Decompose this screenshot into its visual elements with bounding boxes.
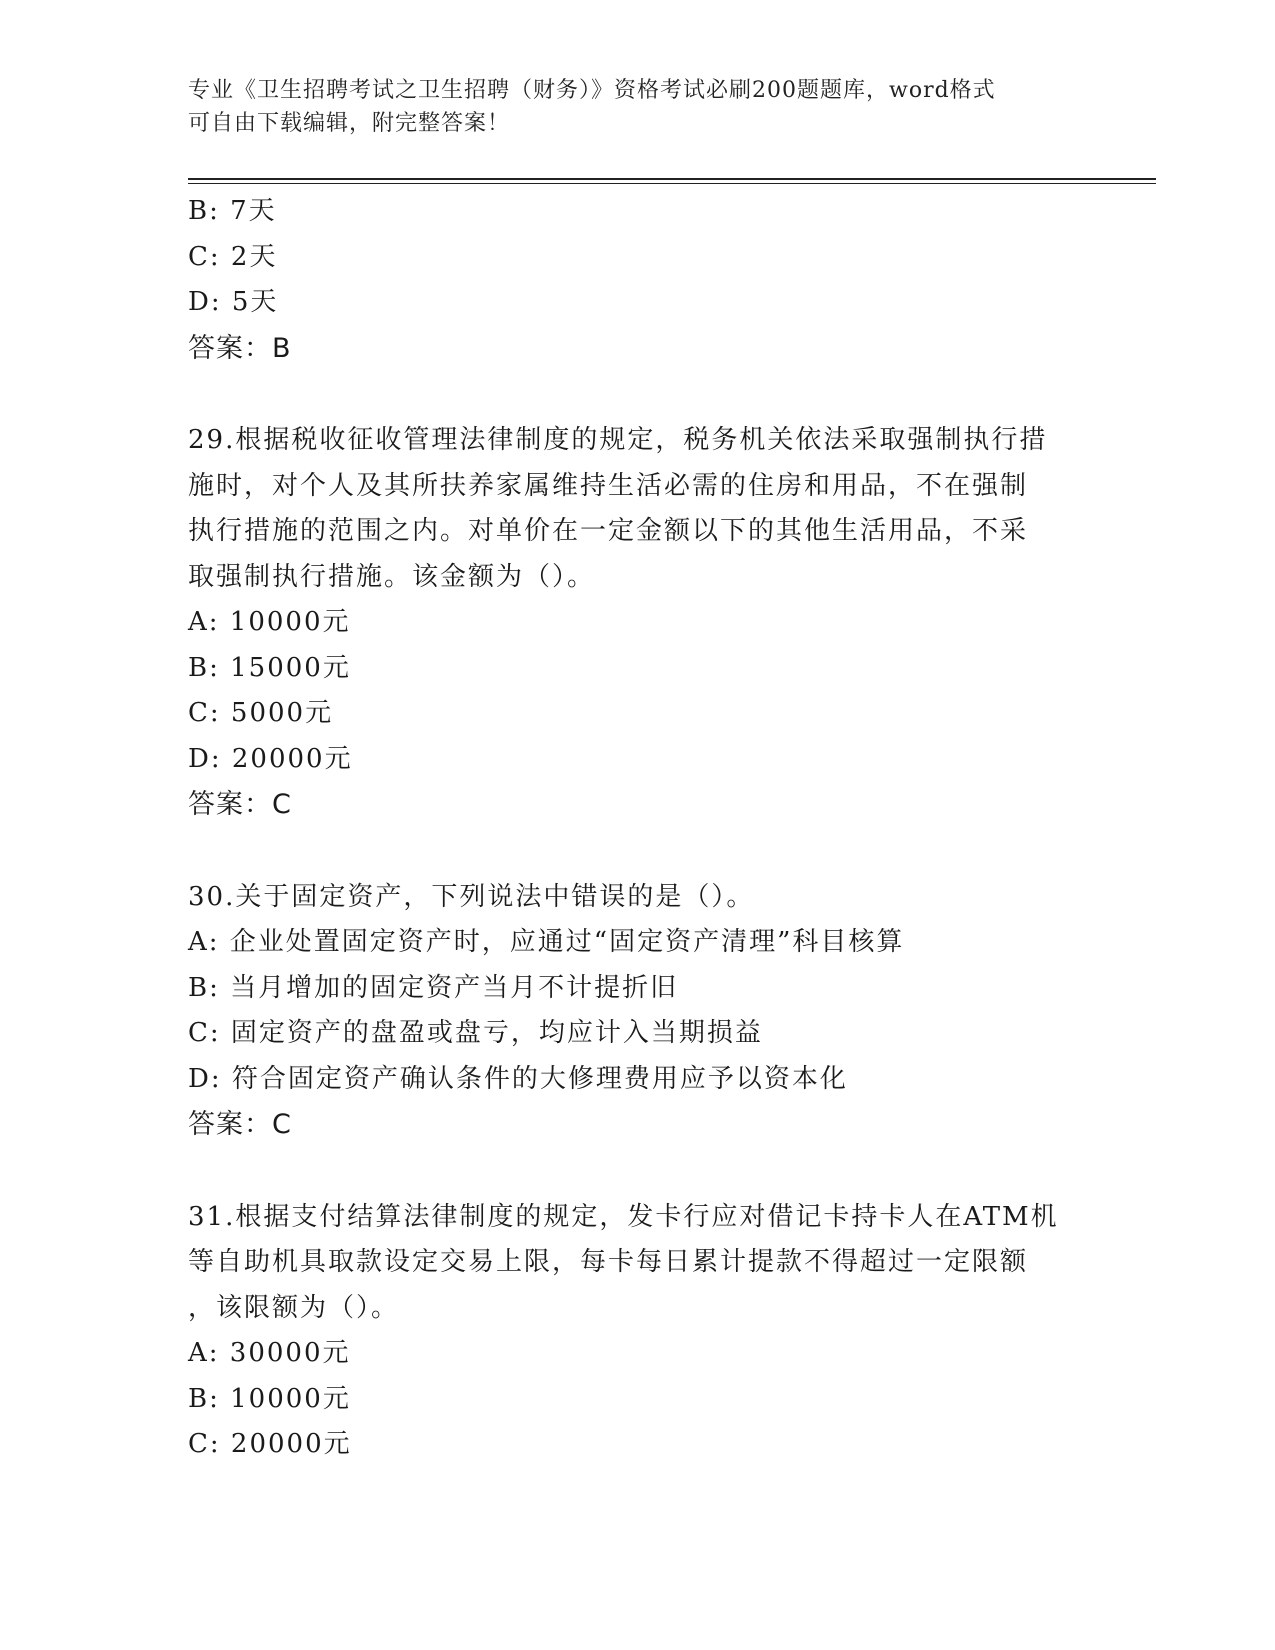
- option-line: B: 当月增加的固定资产当月不计提折旧: [188, 972, 679, 1003]
- page-header: [188, 74, 1088, 140]
- header-line-2: 可自由下载编辑，附完整答案！: [188, 111, 511, 136]
- question-text-line: 29.根据税收征收管理法律制度的规定，税务机关依法采取强制执行措: [188, 425, 1048, 455]
- spacer: [188, 1148, 1088, 1195]
- header-rule-thick: [188, 178, 1156, 180]
- header-rule-thin: [188, 183, 1156, 184]
- question-text-line: 31.根据支付结算法律制度的规定，发卡行应对借记卡持卡人在ATM机: [188, 1201, 1059, 1232]
- option-line: B: 7天: [188, 196, 277, 226]
- option-line: C: 20000元: [188, 1429, 352, 1459]
- answer-line: 答案：C: [188, 789, 292, 820]
- option-line: A: 30000元: [188, 1338, 351, 1368]
- header-line-1: 专业《卫生招聘考试之卫生招聘（财务）》资格考试必刷200题题库，word格式: [188, 78, 996, 103]
- question-text-line: 施时，对个人及其所扶养家属维持生活必需的住房和用品，不在强制: [188, 470, 1029, 501]
- option-line: B: 15000元: [188, 652, 351, 683]
- answer-line: 答案：B: [188, 332, 292, 364]
- question-text-line: 等自助机具取款设定交易上限，每卡每日累计提款不得超过一定限额: [188, 1247, 1029, 1277]
- question-29-block: [188, 418, 1088, 828]
- option-line: D: 5天: [188, 287, 279, 317]
- question-content: [188, 189, 1088, 1468]
- question-text-line: ，该限额为（）。: [188, 1292, 400, 1323]
- spacer: [188, 371, 1088, 418]
- answer-line: 答案：C: [188, 1109, 292, 1140]
- question-text-line: 取强制执行措施。该金额为（）。: [188, 561, 596, 592]
- option-line: A: 企业处置固定资产时，应通过“固定资产清理”科目核算: [188, 927, 905, 957]
- option-line: C: 5000元: [188, 698, 334, 728]
- option-line: C: 2天: [188, 241, 278, 272]
- option-line: D: 20000元: [188, 743, 353, 774]
- spacer: [188, 828, 1088, 875]
- option-line: C: 固定资产的盘盈或盘亏，均应计入当期损益: [188, 1018, 763, 1048]
- option-line: D: 符合固定资产确认条件的大修理费用应予以资本化: [188, 1063, 848, 1094]
- option-line: B: 10000元: [188, 1383, 351, 1414]
- question-text-line: 30.关于固定资产，下列说法中错误的是（）。: [188, 881, 755, 912]
- prev-question-block: [188, 189, 1088, 371]
- question-text-line: 执行措施的范围之内。对单价在一定金额以下的其他生活用品，不采: [188, 516, 1029, 546]
- question-31-block: [188, 1195, 1088, 1468]
- question-30-block: [188, 875, 1088, 1148]
- option-line: A: 10000元: [188, 607, 351, 637]
